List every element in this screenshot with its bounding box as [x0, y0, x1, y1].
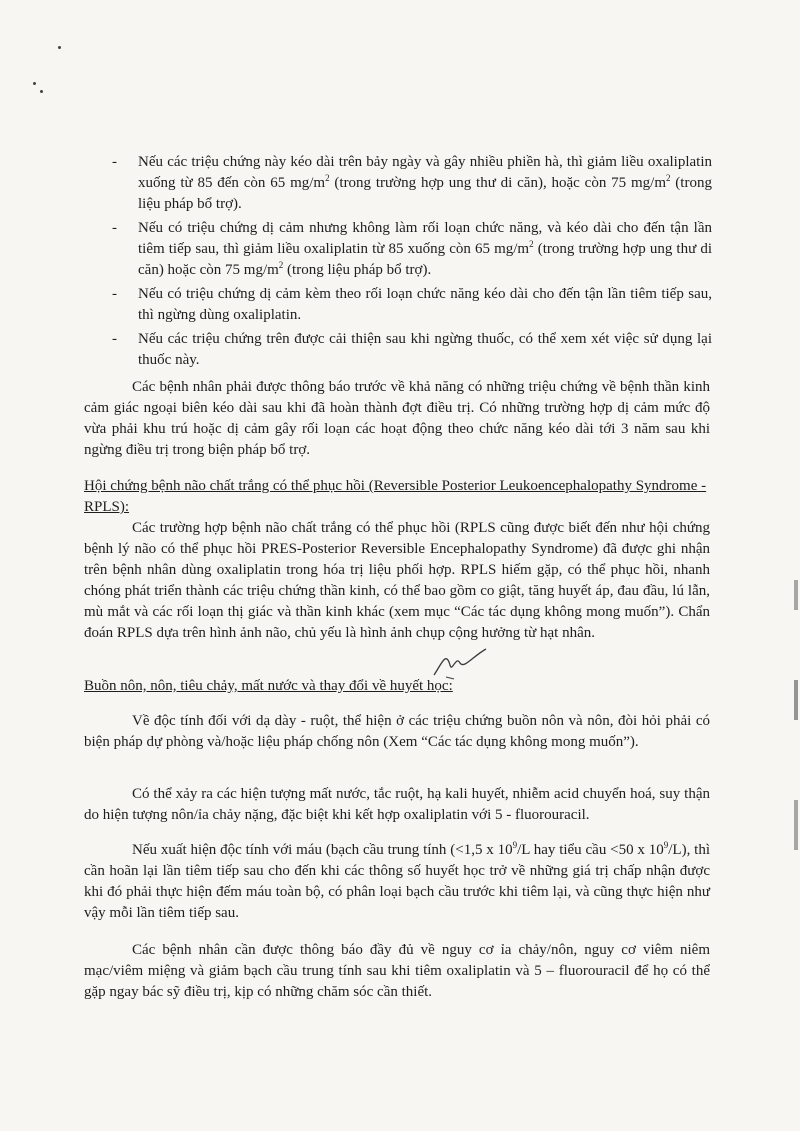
scan-edge-mark: [794, 580, 798, 610]
paragraph-rpls: Các trường hợp bệnh não chất trắng có thể phục hồi (RPLS cũng được biết đến như hội chứng bệnh lý não có thể phục hồi PRES-Posterior Reversible Encephalopathy Syndrome) đã được ghi nhận trên bệnh nhân dùng oxaliplatin trong hóa trị liệu phối hợp. RPLS hiếm gặp, có thể phục hồi, nhanh chóng phát triển thành các triệu chứng thần kinh, có thể bao gồm co giật, tăng huyết áp, đau đầu, lú lẫn, mù mắt và các rối loạn thị giác và thần kinh khác (xem mục “Các tác dụng không mong muốn”). Chẩn đoán RPLS dựa trên hình ảnh não, chủ yếu là hình ảnh chụp cộng hưởng từ hạt nhân.: [84, 520, 710, 641]
bullet-dash: -: [112, 220, 117, 236]
bullet-dash: -: [112, 331, 117, 347]
paragraph-patient-information: Các bệnh nhân cần được thông báo đầy đủ về nguy cơ ỉa chảy/nôn, nguy cơ viêm niêm mạc/viêm miệng và giảm bạch cầu trung tính sau khi tiêm oxaliplatin và 5 – fluorouracil để họ có thể gặp ngay bác sỹ điều trị, kịp có những chăm sóc cần thiết.: [84, 942, 710, 1000]
paragraph-gi-toxicity: Về độc tính đối với dạ dày - ruột, thể hiện ở các triệu chứng buồn nôn và nôn, đòi hỏi phải có biện pháp dự phòng và/hoặc liệu pháp chống nôn (Xem “Các tác dụng không mong muốn”).: [84, 713, 710, 750]
scan-speck: [58, 46, 61, 49]
scan-edge-mark: [794, 800, 798, 850]
list-item: - Nếu có triệu chứng dị cảm nhưng không làm rối loạn chức năng, và kéo dài cho đến tận lần tiêm tiếp sau, thì giảm liều oxaliplatin từ 85 xuống còn 65 $mg/m^2$ (trong trường hợp ung thư di căn) hoặc còn 75 $mg/m^2$ (trong liệu pháp bổ trợ).: [112, 220, 712, 278]
section-heading-rpls: Hội chứng bệnh não chất trắng có thể phục hồi (Reversible Posterior Leukoencephalopathy Syndrome - RPLS):: [84, 478, 707, 515]
paragraph-blood-toxicity: Nếu xuất hiện độc tính với máu (bạch cầu trung tính (<1,5 x $10^9/L$ hay tiểu cầu <50 x $10^9/L$), thì cần hoãn lại lần tiêm tiếp sau cho đến khi các thông số huyết học trở về những giá trị chấp nhận được khi đó phải thực hiện đếm máu toàn bộ, có phân loại bạch cầu trước khi tiêm lại, và cũng thực hiện như vậy mỗi lần tiêm tiếp sau.: [84, 840, 710, 921]
section-heading-gi: Buồn nôn, nôn, tiêu chảy, mất nước và thay đổi về huyết học:: [84, 678, 453, 694]
bullet-dash: -: [112, 154, 117, 170]
paragraph-neuropathy: Các bệnh nhân phải được thông báo trước về khả năng có những triệu chứng về bệnh thần kinh cảm giác ngoại biên kéo dài sau khi đã hoàn thành đợt điều trị. Có những trường hợp dị cảm mức độ vừa phải khu trú hoặc dị cảm gây rối loạn các hoạt động theo chức năng kéo dài tới 3 năm sau khi ngừng điều trị trong biện pháp bổ trợ.: [84, 379, 710, 458]
list-item: - Nếu có triệu chứng dị cảm kèm theo rối loạn chức năng kéo dài cho đến tận lần tiêm tiếp sau, thì ngừng dùng oxaliplatin.: [112, 286, 712, 323]
scan-edge-mark: [794, 680, 798, 720]
dose-adjustment-list: [112, 152, 712, 374]
list-item: - Nếu các triệu chứng trên được cải thiện sau khi ngừng thuốc, có thể xem xét việc sử dụng lại thuốc này.: [112, 331, 712, 368]
bullet-dash: -: [112, 286, 117, 302]
scan-speck: [33, 82, 36, 85]
scan-speck: [40, 90, 43, 93]
list-item: - Nếu các triệu chứng này kéo dài trên bảy ngày và gây nhiều phiền hà, thì giảm liều oxaliplatin xuống từ 85 đến còn 65 $mg/m^2$ (trong trường hợp ung thư di căn), hoặc còn 75 $mg/m^2$ (trong liệu pháp bổ trợ).: [112, 154, 712, 212]
paragraph-dehydration: Có thể xảy ra các hiện tượng mất nước, tắc ruột, hạ kali huyết, nhiễm acid chuyển hoá, suy thận do hiện tượng nôn/ỉa chảy nặng, đặc biệt khi kết hợp oxaliplatin với 5 - fluorouracil.: [84, 786, 710, 823]
